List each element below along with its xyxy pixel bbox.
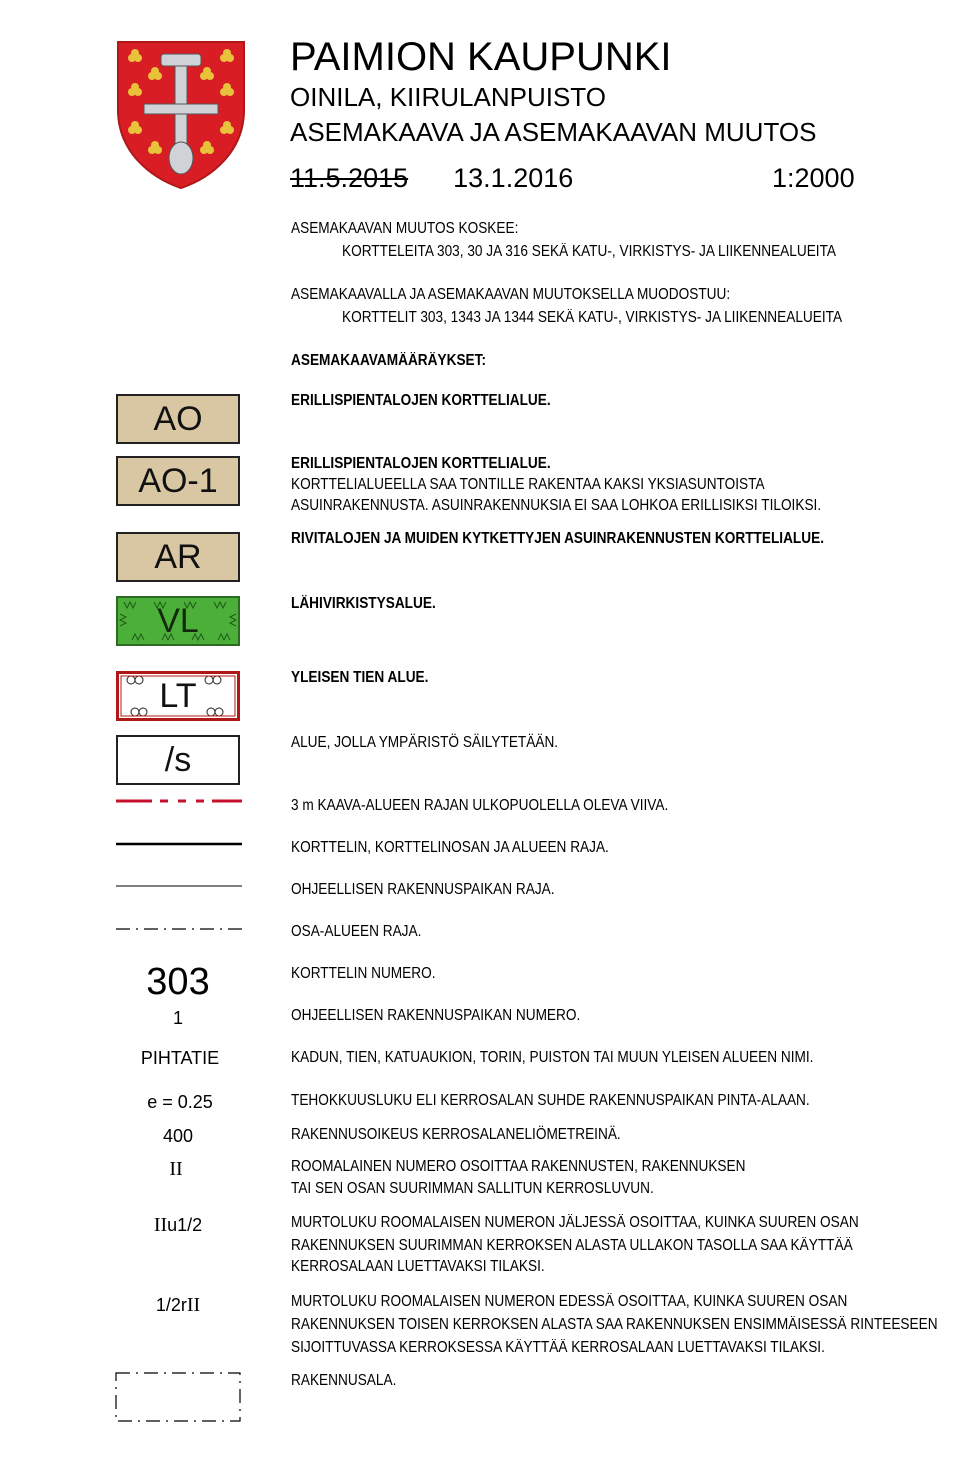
legend-symbol-vl-label: VL xyxy=(157,601,199,640)
line-subarea-icon xyxy=(116,925,242,933)
line-3m-icon xyxy=(116,796,242,806)
legend-symbol-basement-roman: II xyxy=(186,1294,201,1316)
legend-symbol-ao1: AO-1 xyxy=(116,456,240,506)
legend-text-storeys-line2: TAI SEN OSAN SUURIMMAN SALLITUN KERROSLUVUN. xyxy=(291,1180,654,1197)
legend-text-efficiency: TEHOKKUUSLUKU ELI KERROSALAN SUHDE RAKENNUSPAIKAN PINTA-ALAAN. xyxy=(291,1092,810,1109)
legend-symbol-lt-label: LT xyxy=(159,676,197,715)
legend-symbol-basement-prefix: 1/2r xyxy=(155,1295,187,1315)
old-date: 11.5.2015 xyxy=(290,163,409,193)
legend-symbol-ao: AO xyxy=(116,394,240,444)
legend-text-s: ALUE, JOLLA YMPÄRISTÖ SÄILYTETÄÄN. xyxy=(291,734,559,751)
legend-symbol-storeys: II xyxy=(169,1158,183,1180)
legend-text-attic-line3: KERROSALAAN LUETTAVAKSI TILAKSI. xyxy=(291,1258,545,1275)
legend-symbol-floor-area: 400 xyxy=(162,1126,194,1146)
scale: 1:2000 xyxy=(772,163,855,193)
legend-symbol-s: /s xyxy=(116,735,240,785)
legend-text-line-3m: 3 m KAAVA-ALUEEN RAJAN ULKOPUOLELLA OLEVA VIIVA. xyxy=(291,797,669,814)
legend-text-ar: RIVITALOJEN JA MUIDEN KYTKETTYJEN ASUINRAKENNUSTEN KORTTELIALUE. xyxy=(291,530,825,547)
concerns-title: ASEMAKAAVAN MUUTOS KOSKEE: xyxy=(291,220,519,237)
legend-symbol-street: PIHTATIE xyxy=(140,1048,220,1068)
legend-title-ao1: ERILLISPIENTALOJEN KORTTELIALUE. xyxy=(291,455,551,472)
legend-symbol-lt xyxy=(116,671,240,721)
legend-text-floor-area: RAKENNUSOIKEUS KERROSALANELIÖMETREINÄ. xyxy=(291,1126,621,1143)
legend-text-block-no: KORTTELIN NUMERO. xyxy=(291,965,436,982)
building-area-icon xyxy=(114,1370,244,1424)
legend-text-building-area: RAKENNUSALA. xyxy=(291,1372,397,1389)
legend-symbol-vl xyxy=(116,596,240,646)
legend-symbol-basement xyxy=(116,1294,240,1316)
legend-symbol-efficiency: e = 0.25 xyxy=(147,1092,213,1112)
legend-text-basement-line3: SIJOITTUVASSA KERROKSESSA KÄYTTÄÄ KERROSALAAN LUETTAVAKSI TILAKSI. xyxy=(291,1339,825,1356)
forms-title: ASEMAKAAVALLA JA ASEMAKAAVAN MUUTOKSELLA MUODOSTUU: xyxy=(291,286,731,303)
legend-text-basement-line2: RAKENNUKSEN TOISEN KERROKSEN ALASTA SAA RAKENNUKSEN ENSIMMÄISESSÄ RINTEESEEN xyxy=(291,1316,938,1333)
plan-type: ASEMAKAAVA JA ASEMAKAAVAN MUUTOS xyxy=(290,117,817,147)
legend-text-ao: ERILLISPIENTALOJEN KORTTELIALUE. xyxy=(291,392,551,409)
legend-text-storeys-line1: ROOMALAINEN NUMERO OSOITTAA RAKENNUSTEN, RAKENNUKSEN xyxy=(291,1158,746,1175)
date-row xyxy=(290,162,573,194)
legend-symbol-ar: AR xyxy=(116,532,240,582)
legend-text-lt: YLEISEN TIEN ALUE. xyxy=(291,669,429,686)
legend-text-plot-no: OHJEELLISEN RAKENNUSPAIKAN NUMERO. xyxy=(291,1007,581,1024)
regulations-title: ASEMAKAAVAMÄÄRÄYKSET: xyxy=(291,352,487,369)
area-name: OINILA, KIIRULANPUISTO xyxy=(290,82,606,112)
coat-of-arms-icon xyxy=(116,40,246,190)
city-title: PAIMION KAUPUNKI xyxy=(290,35,672,79)
legend-symbol-block-no: 303 xyxy=(146,961,210,1003)
legend-text-line-block: KORTTELIN, KORTTELINOSAN JA ALUEEN RAJA. xyxy=(291,839,609,856)
legend-text-attic-line2: RAKENNUKSEN SUURIMMAN KERROKSEN ALASTA ULLAKON TASOLLA SAA KÄYTTÄÄ xyxy=(291,1237,853,1254)
legend-text-line-subarea: OSA-ALUEEN RAJA. xyxy=(291,923,422,940)
forms-text: KORTTELIT 303, 1343 JA 1344 SEKÄ KATU-, VIRKISTYS- JA LIIKENNEALUEITA xyxy=(342,309,843,326)
line-plot-icon xyxy=(116,883,242,889)
legend-text-basement-line1: MURTOLUKU ROOMALAISEN NUMERON EDESSÄ OSOITTAA, KUINKA SUUREN OSAN xyxy=(291,1293,848,1310)
legend-symbol-attic-roman: II xyxy=(153,1214,168,1236)
legend-text-attic-line1: MURTOLUKU ROOMALAISEN NUMERON JÄLJESSÄ OSOITTAA, KUINKA SUUREN OSAN xyxy=(291,1214,859,1231)
legend-symbol-plot-no: 1 xyxy=(172,1008,183,1028)
concerns-text: KORTTELEITA 303, 30 JA 316 SEKÄ KATU-, VIRKISTYS- JA LIIKENNEALUEITA xyxy=(342,243,837,260)
line-block-icon xyxy=(116,840,242,848)
legend-symbol-attic-suffix: u1/2 xyxy=(167,1215,203,1235)
legend-text-ao1-line2: ASUINRAKENNUSTA. ASUINRAKENNUKSIA EI SAA LOHKOA ERILLISIKSI TILOIKSI. xyxy=(291,497,822,514)
legend-text-vl: LÄHIVIRKISTYSALUE. xyxy=(291,595,436,612)
legend-text-street: KADUN, TIEN, KATUAUKION, TORIN, PUISTON TAI MUUN YLEISEN ALUEEN NIMI. xyxy=(291,1049,814,1066)
legend-text-ao1-line1: KORTTELIALUEELLA SAA TONTILLE RAKENTAA KAKSI YKSIASUNTOISTA xyxy=(291,476,765,493)
legend-text-line-plot: OHJEELLISEN RAKENNUSPAIKAN RAJA. xyxy=(291,881,555,898)
legend-symbol-attic xyxy=(116,1214,240,1236)
plan-date: 13.1.2016 xyxy=(453,163,574,193)
